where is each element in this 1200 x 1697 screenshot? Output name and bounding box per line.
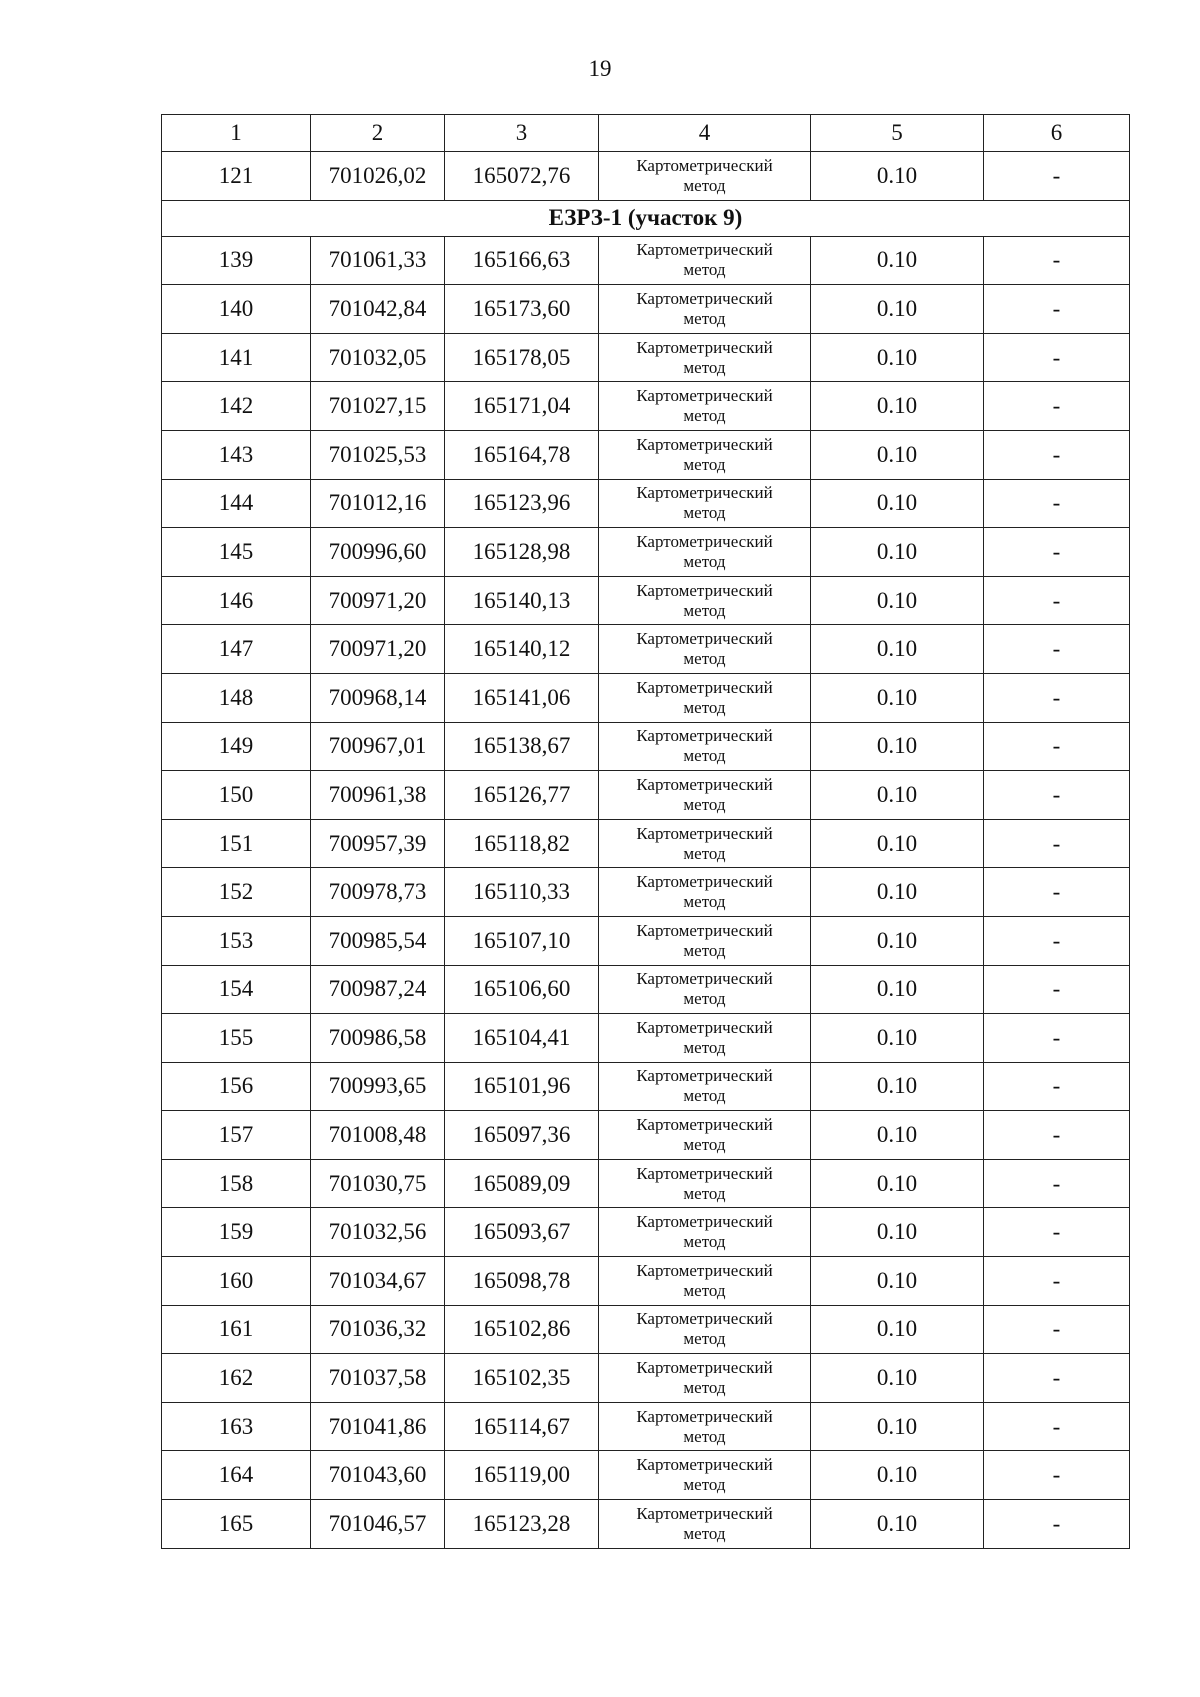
y-coordinate-cell: 165138,67 — [445, 722, 599, 771]
header-cell: 3 — [445, 115, 599, 152]
method-line-2: метод — [683, 1183, 726, 1203]
x-coordinate-cell: 701027,15 — [311, 382, 445, 431]
point-number-cell: 150 — [162, 771, 311, 820]
point-number-cell: 160 — [162, 1257, 311, 1306]
method-line-1: Картометрический — [636, 434, 773, 454]
note-cell: - — [984, 382, 1130, 431]
method-cell — [599, 479, 811, 528]
method-line-1: Картометрический — [636, 240, 773, 260]
y-coordinate-cell: 165101,96 — [445, 1062, 599, 1111]
method-line-1: Картометрический — [636, 1358, 773, 1378]
point-number-cell: 157 — [162, 1111, 311, 1160]
point-number-cell: 141 — [162, 333, 311, 382]
table-row — [162, 625, 1130, 674]
x-coordinate-cell: 701061,33 — [311, 236, 445, 285]
method-line-2: метод — [683, 1232, 726, 1252]
y-coordinate-cell: 165140,12 — [445, 625, 599, 674]
table-row — [162, 1208, 1130, 1257]
table-row — [162, 965, 1130, 1014]
note-cell: - — [984, 1257, 1130, 1306]
y-coordinate-cell: 165093,67 — [445, 1208, 599, 1257]
y-coordinate-cell: 165123,28 — [445, 1500, 599, 1549]
accuracy-cell: 0.10 — [811, 771, 984, 820]
method-cell — [599, 673, 811, 722]
accuracy-cell: 0.10 — [811, 479, 984, 528]
method-line-2: метод — [683, 697, 726, 717]
table-row — [162, 576, 1130, 625]
note-cell: - — [984, 1062, 1130, 1111]
method-line-2: метод — [683, 1378, 726, 1398]
method-line-2: метод — [683, 940, 726, 960]
table-row — [162, 333, 1130, 382]
accuracy-cell: 0.10 — [811, 1257, 984, 1306]
y-coordinate-cell: 165118,82 — [445, 819, 599, 868]
accuracy-cell: 0.10 — [811, 868, 984, 917]
table-row — [162, 1500, 1130, 1549]
table-row — [162, 236, 1130, 285]
point-number-cell: 142 — [162, 382, 311, 431]
x-coordinate-cell: 700986,58 — [311, 1014, 445, 1063]
accuracy-cell: 0.10 — [811, 236, 984, 285]
table-row — [162, 382, 1130, 431]
accuracy-cell: 0.10 — [811, 1014, 984, 1063]
method-line-2: метод — [683, 175, 726, 195]
accuracy-cell: 0.10 — [811, 1111, 984, 1160]
table-row — [162, 1402, 1130, 1451]
method-line-2: метод — [683, 1426, 726, 1446]
point-number-cell: 161 — [162, 1305, 311, 1354]
method-cell — [599, 528, 811, 577]
point-number-cell: 140 — [162, 285, 311, 334]
method-line-2: метод — [683, 1086, 726, 1106]
note-cell: - — [984, 1305, 1130, 1354]
method-line-1: Картометрический — [636, 774, 773, 794]
accuracy-cell: 0.10 — [811, 1402, 984, 1451]
x-coordinate-cell: 701008,48 — [311, 1111, 445, 1160]
table-row — [162, 673, 1130, 722]
method-line-1: Картометрический — [636, 580, 773, 600]
table-row — [162, 722, 1130, 771]
method-line-2: метод — [683, 989, 726, 1009]
method-cell — [599, 152, 811, 201]
point-number-cell: 154 — [162, 965, 311, 1014]
note-cell: - — [984, 1208, 1130, 1257]
method-cell — [599, 236, 811, 285]
note-cell: - — [984, 1402, 1130, 1451]
method-line-2: метод — [683, 454, 726, 474]
table-row — [162, 152, 1130, 201]
x-coordinate-cell: 700978,73 — [311, 868, 445, 917]
accuracy-cell: 0.10 — [811, 1354, 984, 1403]
table-body — [162, 115, 1130, 1549]
x-coordinate-cell: 700971,20 — [311, 625, 445, 674]
note-cell: - — [984, 965, 1130, 1014]
method-line-2: метод — [683, 1280, 726, 1300]
y-coordinate-cell: 165106,60 — [445, 965, 599, 1014]
y-coordinate-cell: 165110,33 — [445, 868, 599, 917]
method-line-1: Картометрический — [636, 155, 773, 175]
accuracy-cell: 0.10 — [811, 916, 984, 965]
point-number-cell: 162 — [162, 1354, 311, 1403]
accuracy-cell: 0.10 — [811, 152, 984, 201]
table-row — [162, 1014, 1130, 1063]
table-row — [162, 1062, 1130, 1111]
method-cell — [599, 1257, 811, 1306]
point-number-cell: 156 — [162, 1062, 311, 1111]
accuracy-cell: 0.10 — [811, 430, 984, 479]
point-number-cell: 159 — [162, 1208, 311, 1257]
point-number-cell: 151 — [162, 819, 311, 868]
y-coordinate-cell: 165126,77 — [445, 771, 599, 820]
accuracy-cell: 0.10 — [811, 576, 984, 625]
accuracy-cell: 0.10 — [811, 1062, 984, 1111]
method-line-1: Картометрический — [636, 531, 773, 551]
table-row — [162, 430, 1130, 479]
accuracy-cell: 0.10 — [811, 1305, 984, 1354]
x-coordinate-cell: 701041,86 — [311, 1402, 445, 1451]
y-coordinate-cell: 165102,86 — [445, 1305, 599, 1354]
x-coordinate-cell: 700971,20 — [311, 576, 445, 625]
table-row — [162, 528, 1130, 577]
y-coordinate-cell: 165173,60 — [445, 285, 599, 334]
accuracy-cell: 0.10 — [811, 1208, 984, 1257]
point-number-cell: 139 — [162, 236, 311, 285]
method-cell — [599, 819, 811, 868]
table-row — [162, 1159, 1130, 1208]
table-row — [162, 916, 1130, 965]
note-cell: - — [984, 1354, 1130, 1403]
point-number-cell: 153 — [162, 916, 311, 965]
method-line-1: Картометрический — [636, 1503, 773, 1523]
note-cell: - — [984, 1014, 1130, 1063]
y-coordinate-cell: 165072,76 — [445, 152, 599, 201]
y-coordinate-cell: 165166,63 — [445, 236, 599, 285]
method-cell — [599, 285, 811, 334]
method-line-1: Картометрический — [636, 288, 773, 308]
accuracy-cell: 0.10 — [811, 382, 984, 431]
method-line-1: Картометрический — [636, 1406, 773, 1426]
accuracy-cell: 0.10 — [811, 673, 984, 722]
accuracy-cell: 0.10 — [811, 625, 984, 674]
header-cell: 6 — [984, 115, 1130, 152]
method-line-1: Картометрический — [636, 1163, 773, 1183]
point-number-cell: 155 — [162, 1014, 311, 1063]
x-coordinate-cell: 701042,84 — [311, 285, 445, 334]
method-line-1: Картометрический — [636, 1115, 773, 1135]
note-cell: - — [984, 1159, 1130, 1208]
x-coordinate-cell: 701026,02 — [311, 152, 445, 201]
y-coordinate-cell: 165114,67 — [445, 1402, 599, 1451]
x-coordinate-cell: 701012,16 — [311, 479, 445, 528]
method-cell — [599, 576, 811, 625]
method-line-2: метод — [683, 1523, 726, 1543]
method-line-1: Картометрический — [636, 920, 773, 940]
x-coordinate-cell: 700968,14 — [311, 673, 445, 722]
method-cell — [599, 771, 811, 820]
x-coordinate-cell: 701030,75 — [311, 1159, 445, 1208]
y-coordinate-cell: 165171,04 — [445, 382, 599, 431]
table-row — [162, 819, 1130, 868]
header-cell: 2 — [311, 115, 445, 152]
method-line-2: метод — [683, 794, 726, 814]
method-cell — [599, 1500, 811, 1549]
accuracy-cell: 0.10 — [811, 722, 984, 771]
table-row — [162, 1257, 1130, 1306]
note-cell: - — [984, 528, 1130, 577]
method-line-1: Картометрический — [636, 629, 773, 649]
method-cell — [599, 916, 811, 965]
y-coordinate-cell: 165098,78 — [445, 1257, 599, 1306]
method-line-2: метод — [683, 308, 726, 328]
y-coordinate-cell: 165178,05 — [445, 333, 599, 382]
y-coordinate-cell: 165141,06 — [445, 673, 599, 722]
method-line-1: Картометрический — [636, 726, 773, 746]
method-line-2: метод — [683, 892, 726, 912]
x-coordinate-cell: 700996,60 — [311, 528, 445, 577]
table-row — [162, 285, 1130, 334]
method-line-1: Картометрический — [636, 1017, 773, 1037]
note-cell: - — [984, 1500, 1130, 1549]
accuracy-cell: 0.10 — [811, 285, 984, 334]
point-number-cell: 149 — [162, 722, 311, 771]
note-cell: - — [984, 333, 1130, 382]
accuracy-cell: 0.10 — [811, 1159, 984, 1208]
method-line-1: Картометрический — [636, 677, 773, 697]
point-number-cell: 143 — [162, 430, 311, 479]
method-cell — [599, 1305, 811, 1354]
header-cell: 1 — [162, 115, 311, 152]
x-coordinate-cell: 700987,24 — [311, 965, 445, 1014]
method-cell — [599, 965, 811, 1014]
method-line-1: Картометрический — [636, 386, 773, 406]
method-line-1: Картометрический — [636, 1260, 773, 1280]
x-coordinate-cell: 701034,67 — [311, 1257, 445, 1306]
note-cell: - — [984, 771, 1130, 820]
note-cell: - — [984, 625, 1130, 674]
method-line-1: Картометрический — [636, 483, 773, 503]
method-line-2: метод — [683, 357, 726, 377]
x-coordinate-cell: 700961,38 — [311, 771, 445, 820]
note-cell: - — [984, 673, 1130, 722]
x-coordinate-cell: 700967,01 — [311, 722, 445, 771]
method-line-2: метод — [683, 1135, 726, 1155]
method-cell — [599, 1062, 811, 1111]
method-line-1: Картометрический — [636, 823, 773, 843]
method-line-2: метод — [683, 260, 726, 280]
note-cell: - — [984, 430, 1130, 479]
x-coordinate-cell: 701032,05 — [311, 333, 445, 382]
accuracy-cell: 0.10 — [811, 965, 984, 1014]
method-line-1: Картометрический — [636, 872, 773, 892]
method-line-1: Картометрический — [636, 1455, 773, 1475]
point-number-cell: 146 — [162, 576, 311, 625]
note-cell: - — [984, 819, 1130, 868]
y-coordinate-cell: 165128,98 — [445, 528, 599, 577]
note-cell: - — [984, 1451, 1130, 1500]
point-number-cell: 164 — [162, 1451, 311, 1500]
method-line-1: Картометрический — [636, 1066, 773, 1086]
point-number-cell: 145 — [162, 528, 311, 577]
method-line-2: метод — [683, 1475, 726, 1495]
table-row — [162, 1354, 1130, 1403]
y-coordinate-cell: 165089,09 — [445, 1159, 599, 1208]
accuracy-cell: 0.10 — [811, 333, 984, 382]
y-coordinate-cell: 165107,10 — [445, 916, 599, 965]
method-line-2: метод — [683, 746, 726, 766]
note-cell: - — [984, 479, 1130, 528]
method-cell — [599, 1354, 811, 1403]
point-number-cell: 158 — [162, 1159, 311, 1208]
method-line-2: метод — [683, 551, 726, 571]
note-cell: - — [984, 285, 1130, 334]
header-cell: 5 — [811, 115, 984, 152]
point-number-cell: 147 — [162, 625, 311, 674]
y-coordinate-cell: 165164,78 — [445, 430, 599, 479]
method-cell — [599, 1208, 811, 1257]
x-coordinate-cell: 701037,58 — [311, 1354, 445, 1403]
point-number-cell: 144 — [162, 479, 311, 528]
method-line-1: Картометрический — [636, 1309, 773, 1329]
x-coordinate-cell: 701036,32 — [311, 1305, 445, 1354]
y-coordinate-cell: 165097,36 — [445, 1111, 599, 1160]
method-line-1: Картометрический — [636, 1212, 773, 1232]
method-line-1: Картометрический — [636, 337, 773, 357]
x-coordinate-cell: 700985,54 — [311, 916, 445, 965]
note-cell: - — [984, 868, 1130, 917]
point-number-cell: 163 — [162, 1402, 311, 1451]
method-cell — [599, 722, 811, 771]
point-number-cell: 152 — [162, 868, 311, 917]
point-number-cell: 148 — [162, 673, 311, 722]
note-cell: - — [984, 236, 1130, 285]
header-cell: 4 — [599, 115, 811, 152]
method-cell — [599, 430, 811, 479]
method-cell — [599, 868, 811, 917]
method-line-2: метод — [683, 406, 726, 426]
accuracy-cell: 0.10 — [811, 819, 984, 868]
y-coordinate-cell: 165104,41 — [445, 1014, 599, 1063]
method-line-2: метод — [683, 649, 726, 669]
section-title: ЕЗРЗ-1 (участок 9) — [162, 200, 1130, 236]
method-line-2: метод — [683, 843, 726, 863]
point-number-cell: 121 — [162, 152, 311, 201]
method-cell — [599, 1402, 811, 1451]
x-coordinate-cell: 701032,56 — [311, 1208, 445, 1257]
method-line-2: метод — [683, 1037, 726, 1057]
method-line-1: Картометрический — [636, 969, 773, 989]
table-row — [162, 479, 1130, 528]
accuracy-cell: 0.10 — [811, 1451, 984, 1500]
method-cell — [599, 382, 811, 431]
note-cell: - — [984, 916, 1130, 965]
y-coordinate-cell: 165123,96 — [445, 479, 599, 528]
method-cell — [599, 1111, 811, 1160]
method-cell — [599, 1451, 811, 1500]
accuracy-cell: 0.10 — [811, 528, 984, 577]
method-line-2: метод — [683, 600, 726, 620]
x-coordinate-cell: 701046,57 — [311, 1500, 445, 1549]
note-cell: - — [984, 722, 1130, 771]
method-cell — [599, 1159, 811, 1208]
table-row — [162, 868, 1130, 917]
method-cell — [599, 333, 811, 382]
note-cell: - — [984, 576, 1130, 625]
x-coordinate-cell: 701025,53 — [311, 430, 445, 479]
table-row — [162, 771, 1130, 820]
accuracy-cell: 0.10 — [811, 1500, 984, 1549]
coordinates-table — [161, 114, 1130, 1549]
y-coordinate-cell: 165102,35 — [445, 1354, 599, 1403]
method-line-2: метод — [683, 1329, 726, 1349]
y-coordinate-cell: 165140,13 — [445, 576, 599, 625]
x-coordinate-cell: 700993,65 — [311, 1062, 445, 1111]
page-number: 19 — [588, 56, 612, 81]
note-cell: - — [984, 152, 1130, 201]
x-coordinate-cell: 701043,60 — [311, 1451, 445, 1500]
section-header-row — [162, 200, 1130, 236]
note-cell: - — [984, 1111, 1130, 1160]
method-cell — [599, 1014, 811, 1063]
method-line-2: метод — [683, 503, 726, 523]
table-row — [162, 1451, 1130, 1500]
x-coordinate-cell: 700957,39 — [311, 819, 445, 868]
table-header-row — [162, 115, 1130, 152]
point-number-cell: 165 — [162, 1500, 311, 1549]
y-coordinate-cell: 165119,00 — [445, 1451, 599, 1500]
table-row — [162, 1305, 1130, 1354]
table-row — [162, 1111, 1130, 1160]
method-cell — [599, 625, 811, 674]
